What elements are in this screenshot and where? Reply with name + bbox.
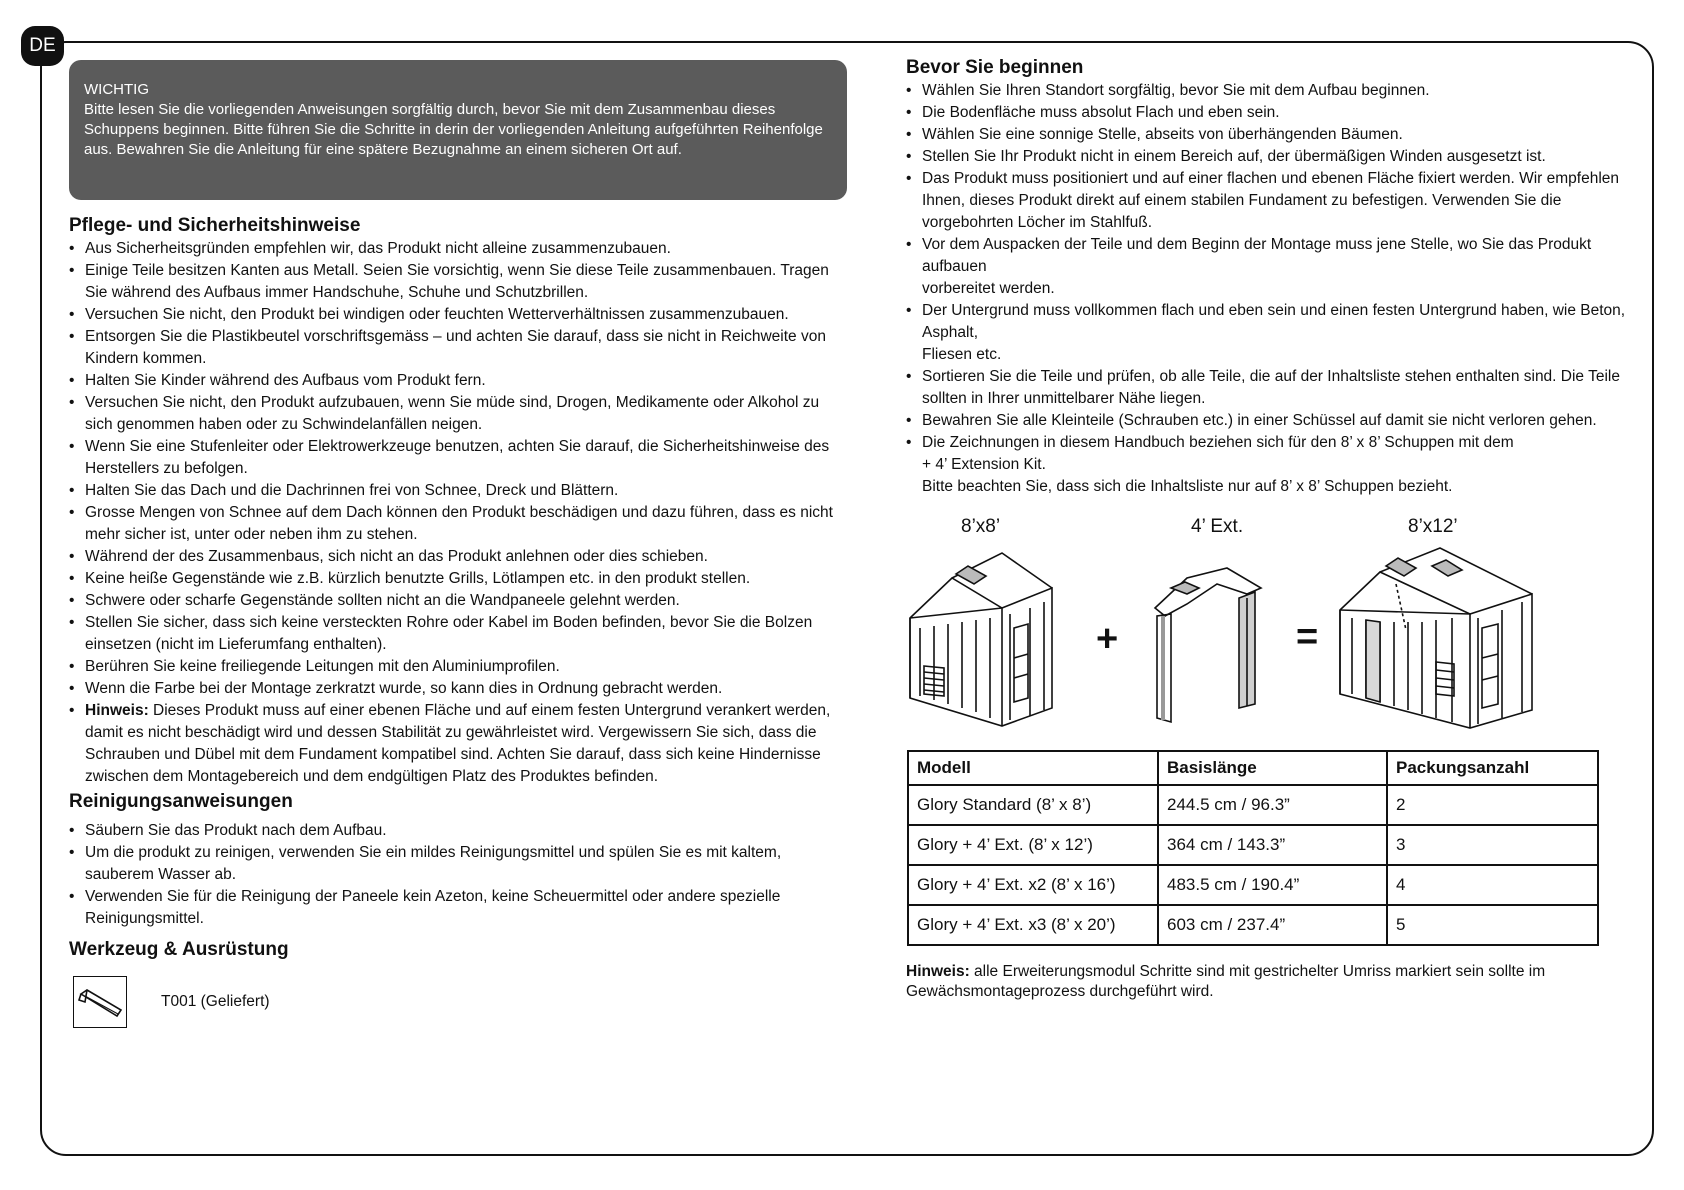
list-item: • Während der des Zusammenbaus, sich nicht an das Produkt anlehnen oder dies schieben.	[69, 546, 847, 568]
list-item	[906, 432, 1626, 498]
table-cell: 5	[1387, 905, 1598, 945]
left-column	[69, 60, 847, 1028]
column-header: Packungsanzahl	[1387, 751, 1598, 785]
list-item: • Stellen Sie Ihr Produkt nicht in einem Bereich auf, der übermäßigen Winden ausgesetzt ist.	[906, 146, 1626, 168]
equals-sign: =	[1296, 616, 1319, 658]
list-item: • Wenn die Farbe bei der Montage zerkratzt wurde, so kann dies in Ordnung gebracht werden.	[69, 678, 847, 700]
table-cell: 3	[1387, 825, 1598, 865]
hint-label: Hinweis:	[85, 702, 149, 719]
tools-heading: Werkzeug & Ausrüstung	[69, 939, 289, 960]
label-8x12: 8’x12’	[1408, 516, 1458, 537]
list-item-continuation: Fliesen etc.	[922, 346, 1002, 363]
plus-sign: +	[1096, 618, 1119, 660]
list-item: • Grosse Mengen von Schnee auf dem Dach können den Produkt beschädigen und dazu führen, dass es nicht mehr sicher ist, unter oder neben ihm zu stehen.	[69, 502, 847, 546]
list-item-continuation: vorbereitet werden.	[922, 280, 1055, 297]
table-row	[908, 785, 1598, 825]
list-item: • Halten Sie Kinder während des Aufbaus vom Produkt fern.	[69, 370, 847, 392]
table-row	[908, 865, 1598, 905]
table-cell: 483.5 cm / 190.4”	[1158, 865, 1387, 905]
extension-note	[906, 962, 1626, 1002]
list-item	[906, 300, 1626, 366]
care-heading: Pflege- und Sicherheitshinweise	[69, 215, 361, 236]
table-cell: Glory + 4’ Ext. x2 (8’ x 16’)	[908, 865, 1158, 905]
tool-row	[69, 976, 847, 1028]
table-cell: 244.5 cm / 96.3”	[1158, 785, 1387, 825]
list-item: • Die Bodenfläche muss absolut Flach und eben sein.	[906, 102, 1626, 124]
table-row	[908, 825, 1598, 865]
table-cell: Glory + 4’ Ext. x3 (8’ x 20’)	[908, 905, 1158, 945]
table-cell: Glory + 4’ Ext. (8’ x 12’)	[908, 825, 1158, 865]
note-text: alle Erweiterungsmodul Schritte sind mit gestrichelter Umriss markiert sein sollte im Gewächsmontageprozess durchgeführt wird.	[906, 963, 1546, 1000]
list-item-text: Um die produkt zu reinigen, verwenden Sie ein mildes Reinigungsmittel und spülen Sie es mit kaltem,	[85, 844, 782, 861]
list-item: • Wählen Sie Ihren Standort sorgfältig, bevor Sie mit dem Aufbau beginnen.	[906, 80, 1626, 102]
list-item: • Aus Sicherheitsgründen empfehlen wir, das Produkt nicht alleine zusammenzubauen.	[69, 238, 847, 260]
hint-text: Dieses Produkt muss auf einer ebenen Fläche und auf einem festen Untergrund verankert werden, damit es nicht beschädigt wird und dessen Stabilität zu gewährleistet wird. Vergewissern Sie sich, dass die Schrauben und Dübel mit dem Fundament kompatibel sind. Achten Sie darauf, dass sich keine Hindernisse zwischen dem Montagebereich und dem endgültigen Platz des Produktes befinden.	[85, 702, 831, 785]
tool-label: T001 (Geliefert)	[161, 993, 270, 1010]
list-item: • Sortieren Sie die Teile und prüfen, ob alle Teile, die auf der Inhaltsliste stehen enthalten sind. Die Teile sollten in Ihrer unmittelbarer Nähe liegen.	[906, 366, 1626, 410]
extension-illustration	[1151, 558, 1266, 728]
list-item: • Versuchen Sie nicht, den Produkt aufzubauen, wenn Sie müde sind, Drogen, Medikamente oder Alkohol zu sich genommen haben oder zu Schwindelanfällen neigen.	[69, 392, 847, 436]
language-badge: DE	[21, 26, 64, 66]
allen-key-icon	[73, 976, 127, 1028]
right-column	[906, 56, 1626, 1002]
table-cell: 4	[1387, 865, 1598, 905]
important-notice	[69, 60, 847, 200]
shed-8x8-illustration	[906, 548, 1056, 728]
before-list	[906, 80, 1626, 498]
list-item: • Entsorgen Sie die Plastikbeutel vorschriftsgemäss – und achten Sie darauf, dass sie nicht in Reichweite von Kindern kommen.	[69, 326, 847, 370]
list-item: • Keine heiße Gegenstände wie z.B. kürzlich benutzte Grills, Lötlampen etc. in den produkt stellen.	[69, 568, 847, 590]
label-4-ext: 4’ Ext.	[1191, 516, 1244, 537]
table-cell: 2	[1387, 785, 1598, 825]
list-item	[906, 234, 1626, 300]
shed-diagram	[906, 508, 1626, 744]
list-item: • Stellen Sie sicher, dass sich keine versteckten Rohre oder Kabel im Boden befinden, bevor Sie die Bolzen einsetzen (nicht im Lieferumfang enthalten).	[69, 612, 847, 656]
list-item-text: Der Untergrund muss vollkommen flach und eben sein und einen festen Untergrund haben, wie Beton, Asphalt,	[922, 302, 1626, 341]
list-item: • Berühren Sie keine freiliegende Leitungen mit den Aluminiumprofilen.	[69, 656, 847, 678]
list-item: • Wenn Sie eine Stufenleiter oder Elektrowerkzeuge benutzen, achten Sie darauf, die Sicherheitshinweise des Herstellers zu befolgen.	[69, 436, 847, 480]
list-item-continuation: + 4’ Extension Kit.	[922, 456, 1046, 473]
list-item: • Verwenden Sie für die Reinigung der Paneele kein Azeton, keine Scheuermittel oder andere spezielle Reinigungsmittel.	[69, 886, 847, 930]
notice-text: Bitte lesen Sie die vorliegenden Anweisungen sorgfältig durch, bevor Sie mit dem Zusammenbau dieses Schuppens beginnen. Bitte führen Sie die Schritte in derin der vorliegenden Anleitung aufgeführten Reihenfolge aus. Bewahren Sie die Anleitung für eine spätere Bezugnahme an einem sicheren Ort auf.	[84, 101, 823, 158]
list-item: • Versuchen Sie nicht, den Produkt bei windigen oder feuchten Wetterverhältnissen zusammenzubauen.	[69, 304, 847, 326]
list-item-continuation: sauberem Wasser ab.	[85, 866, 237, 883]
list-item: • Säubern Sie das Produkt nach dem Aufbau.	[69, 820, 847, 842]
table-cell: Glory Standard (8’ x 8’)	[908, 785, 1158, 825]
column-header: Modell	[908, 751, 1158, 785]
before-heading: Bevor Sie beginnen	[906, 57, 1084, 78]
table-header-row	[908, 751, 1598, 785]
list-item: • Wählen Sie eine sonnige Stelle, abseits von überhängenden Bäumen.	[906, 124, 1626, 146]
list-item: • Einige Teile besitzen Kanten aus Metall. Seien Sie vorsichtig, wenn Sie diese Teile zusammenbauen. Tragen Sie während des Aufbaus immer Handschuhe, Schuhe und Schutzbrillen.	[69, 260, 847, 304]
list-item-hint	[69, 700, 847, 788]
list-item-text: Vor dem Auspacken der Teile und dem Beginn der Montage muss jene Stelle, wo Sie das Produkt aufbauen	[922, 236, 1592, 275]
list-item: • Halten Sie das Dach und die Dachrinnen frei von Schnee, Dreck und Blättern.	[69, 480, 847, 502]
list-item	[69, 842, 847, 886]
cleaning-list	[69, 820, 847, 930]
notice-title: WICHTIG	[84, 81, 149, 98]
table-row	[908, 905, 1598, 945]
model-table	[907, 750, 1599, 946]
table-cell: 603 cm / 237.4”	[1158, 905, 1387, 945]
shed-8x12-illustration	[1336, 544, 1536, 734]
list-item: • Bewahren Sie alle Kleinteile (Schrauben etc.) in einer Schüssel auf damit sie nicht verloren gehen.	[906, 410, 1626, 432]
list-item-continuation: Bitte beachten Sie, dass sich die Inhaltsliste nur auf 8’ x 8’ Schuppen bezieht.	[922, 478, 1453, 495]
note-label: Hinweis:	[906, 963, 970, 980]
column-header: Basislänge	[1158, 751, 1387, 785]
list-item-text: Die Zeichnungen in diesem Handbuch beziehen sich für den 8’ x 8’ Schuppen mit dem	[922, 434, 1514, 451]
cleaning-heading: Reinigungsanweisungen	[69, 791, 293, 812]
care-list	[69, 238, 847, 788]
list-item: • Schwere oder scharfe Gegenstände sollten nicht an die Wandpaneele gelehnt werden.	[69, 590, 847, 612]
list-item: • Das Produkt muss positioniert und auf einer flachen und ebenen Fläche fixiert werden. Wir empfehlen Ihnen, dieses Produkt direkt auf einem stabilen Fundament zu befestigen. Verwenden Sie die vorgebohrten Löcher im Stahlfuß.	[906, 168, 1626, 234]
label-8x8: 8’x8’	[961, 516, 1001, 537]
table-cell: 364 cm / 143.3”	[1158, 825, 1387, 865]
